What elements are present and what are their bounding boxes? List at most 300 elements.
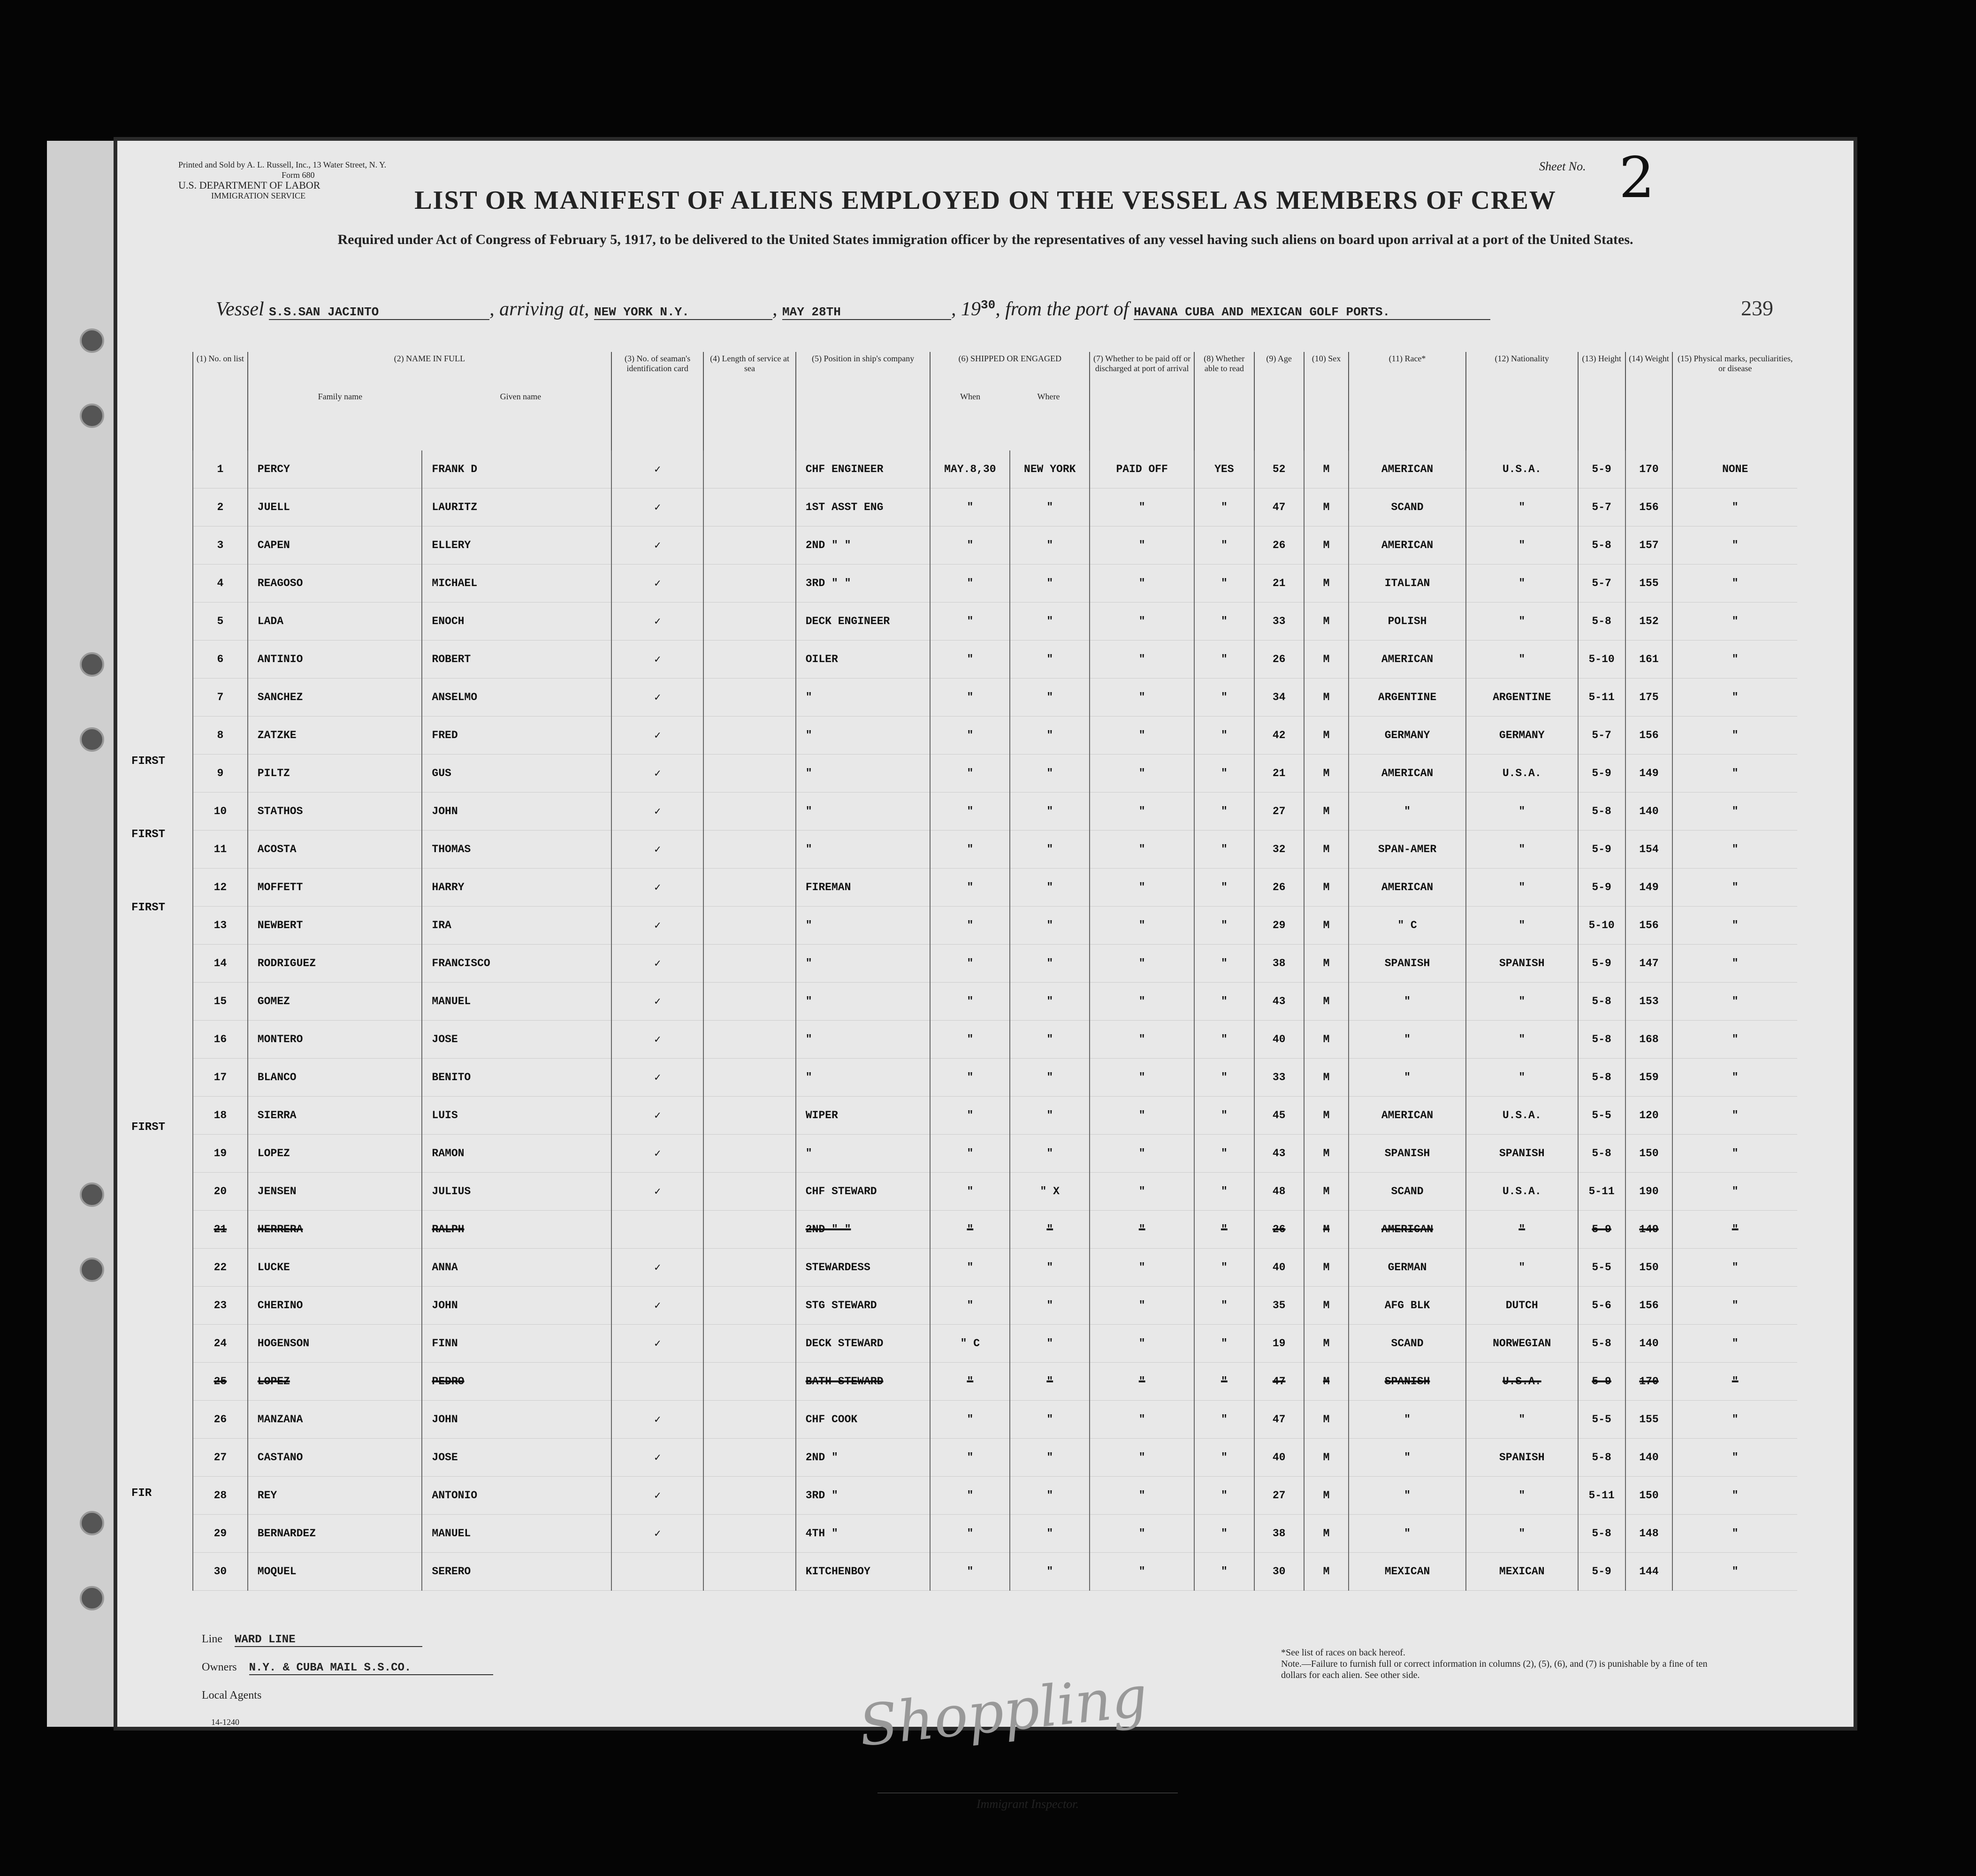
table-row bbox=[193, 1363, 1797, 1401]
cell-race: GERMANY bbox=[1349, 717, 1466, 755]
cell-when: " bbox=[930, 717, 1010, 755]
cell-age: 48 bbox=[1254, 1173, 1304, 1211]
inspector-signature: Shoppling bbox=[856, 1664, 1151, 1759]
cell-sex: M bbox=[1304, 907, 1349, 945]
cell-nationality: U.S.A. bbox=[1466, 450, 1578, 488]
cell-read: YES bbox=[1194, 450, 1254, 488]
cell-no: 16 bbox=[193, 1021, 248, 1059]
table-row bbox=[193, 831, 1797, 869]
cell-height: 5-6 bbox=[1578, 1287, 1625, 1325]
cell-no: 22 bbox=[193, 1249, 248, 1287]
cell-race: SPAN-AMER bbox=[1349, 831, 1466, 869]
cell-card: ✓ bbox=[611, 1249, 703, 1287]
col-weight: (14) Weight bbox=[1625, 352, 1673, 450]
cell-where: " bbox=[1010, 983, 1090, 1021]
cell-card: ✓ bbox=[611, 641, 703, 679]
cell-sex: M bbox=[1304, 1363, 1349, 1401]
cell-service bbox=[703, 450, 795, 488]
cell-weight: 140 bbox=[1625, 1439, 1673, 1477]
col-age: (9) Age bbox=[1254, 352, 1304, 450]
cell-family: HOGENSON bbox=[248, 1325, 422, 1363]
cell-when: " bbox=[930, 1363, 1010, 1401]
cell-given: JOHN bbox=[422, 793, 611, 831]
cell-sex: M bbox=[1304, 793, 1349, 831]
cell-card: ✓ bbox=[611, 1401, 703, 1439]
binder-hole-icon bbox=[80, 1182, 104, 1207]
cell-nationality: " bbox=[1466, 1249, 1578, 1287]
cell-sex: M bbox=[1304, 831, 1349, 869]
cell-given: FRANK D bbox=[422, 450, 611, 488]
cell-race: GERMAN bbox=[1349, 1249, 1466, 1287]
cell-no: 20 bbox=[193, 1173, 248, 1211]
cell-when: MAY.8,30 bbox=[930, 450, 1010, 488]
cell-nationality: MEXICAN bbox=[1466, 1553, 1578, 1591]
cell-nationality: " bbox=[1466, 1401, 1578, 1439]
cell-paid: " bbox=[1090, 1515, 1194, 1553]
cell-paid: " bbox=[1090, 679, 1194, 717]
cell-family: ANTINIO bbox=[248, 641, 422, 679]
cell-height: 5-7 bbox=[1578, 488, 1625, 526]
binder-hole-icon bbox=[80, 652, 104, 677]
table-row bbox=[193, 526, 1797, 564]
cell-height: 5-9 bbox=[1578, 450, 1625, 488]
cell-nationality: " bbox=[1466, 1059, 1578, 1097]
cell-height: 5-8 bbox=[1578, 526, 1625, 564]
cell-sex: M bbox=[1304, 488, 1349, 526]
page-title: LIST OR MANIFEST OF ALIENS EMPLOYED ON THE VESSEL AS MEMBERS OF CREW bbox=[414, 186, 1556, 215]
col-sex: (10) Sex bbox=[1304, 352, 1349, 450]
cell-age: 26 bbox=[1254, 869, 1304, 907]
cell-when: " bbox=[930, 1211, 1010, 1249]
inspector-label: Immigrant Inspector. bbox=[877, 1792, 1178, 1811]
cell-age: 42 bbox=[1254, 717, 1304, 755]
footnote bbox=[1281, 1647, 1732, 1681]
cell-weight: 149 bbox=[1625, 1211, 1673, 1249]
stamp-number: 239 bbox=[1741, 296, 1773, 320]
cell-given: FRED bbox=[422, 717, 611, 755]
cell-height: 5-10 bbox=[1578, 907, 1625, 945]
cell-paid: " bbox=[1090, 869, 1194, 907]
cell-height: 5-8 bbox=[1578, 1135, 1625, 1173]
cell-given: MANUEL bbox=[422, 983, 611, 1021]
cell-paid: " bbox=[1090, 1363, 1194, 1401]
cell-when: " bbox=[930, 641, 1010, 679]
cell-weight: 155 bbox=[1625, 1401, 1673, 1439]
cell-sex: M bbox=[1304, 1439, 1349, 1477]
cell-given: JOSE bbox=[422, 1021, 611, 1059]
cell-family: CAPEN bbox=[248, 526, 422, 564]
cell-given: SERERO bbox=[422, 1553, 611, 1591]
cell-when: " bbox=[930, 831, 1010, 869]
cell-weight: 156 bbox=[1625, 1287, 1673, 1325]
cell-read: " bbox=[1194, 717, 1254, 755]
cell-marks: " bbox=[1672, 679, 1797, 717]
col-when: When bbox=[960, 392, 981, 401]
cell-given: RALPH bbox=[422, 1211, 611, 1249]
cell-given: ANNA bbox=[422, 1249, 611, 1287]
cell-position: " bbox=[796, 679, 931, 717]
cell-nationality: SPANISH bbox=[1466, 945, 1578, 983]
table-row bbox=[193, 1097, 1797, 1135]
cell-where: " bbox=[1010, 1553, 1090, 1591]
col-paid: (7) Whether to be paid off or discharged at port of arrival bbox=[1090, 352, 1194, 450]
cell-age: 26 bbox=[1254, 1211, 1304, 1249]
cell-weight: 168 bbox=[1625, 1021, 1673, 1059]
cell-height: 5-8 bbox=[1578, 793, 1625, 831]
cell-given: MICHAEL bbox=[422, 564, 611, 602]
cell-card: ✓ bbox=[611, 983, 703, 1021]
cell-weight: 152 bbox=[1625, 602, 1673, 641]
cell-service bbox=[703, 1135, 795, 1173]
cell-service bbox=[703, 1477, 795, 1515]
table-row bbox=[193, 1287, 1797, 1325]
cell-given: FRANCISCO bbox=[422, 945, 611, 983]
cell-height: 5-11 bbox=[1578, 679, 1625, 717]
cell-when: " bbox=[930, 1477, 1010, 1515]
cell-sex: M bbox=[1304, 602, 1349, 641]
cell-read: " bbox=[1194, 1287, 1254, 1325]
cell-no: 12 bbox=[193, 869, 248, 907]
cell-age: 40 bbox=[1254, 1249, 1304, 1287]
cell-age: 27 bbox=[1254, 1477, 1304, 1515]
cell-given: BENITO bbox=[422, 1059, 611, 1097]
cell-paid: " bbox=[1090, 1097, 1194, 1135]
cell-service bbox=[703, 679, 795, 717]
cell-position: STEWARDESS bbox=[796, 1249, 931, 1287]
first-mark: FIRST bbox=[131, 901, 166, 914]
cell-nationality: " bbox=[1466, 1211, 1578, 1249]
cell-sex: M bbox=[1304, 869, 1349, 907]
cell-sex: M bbox=[1304, 564, 1349, 602]
cell-age: 26 bbox=[1254, 526, 1304, 564]
cell-no: 14 bbox=[193, 945, 248, 983]
cell-position: 2ND " " bbox=[796, 526, 931, 564]
cell-card: ✓ bbox=[611, 564, 703, 602]
cell-position: WIPER bbox=[796, 1097, 931, 1135]
cell-read: " bbox=[1194, 488, 1254, 526]
vessel-line: Vessel S.S.SAN JACINTO , arriving at, NEW YORK N.Y. , MAY 28TH , 1930, from the port of HAVANA CUBA AND MEXICAN GOLF PORTS. bbox=[216, 298, 1802, 320]
cell-card: ✓ bbox=[611, 717, 703, 755]
cell-age: 40 bbox=[1254, 1439, 1304, 1477]
cell-nationality: NORWEGIAN bbox=[1466, 1325, 1578, 1363]
cell-family: CASTANO bbox=[248, 1439, 422, 1477]
cell-race: " bbox=[1349, 983, 1466, 1021]
cell-position: CHF COOK bbox=[796, 1401, 931, 1439]
cell-no: 19 bbox=[193, 1135, 248, 1173]
cell-service bbox=[703, 1325, 795, 1363]
cell-family: REY bbox=[248, 1477, 422, 1515]
cell-paid: " bbox=[1090, 1135, 1194, 1173]
cell-where: " bbox=[1010, 831, 1090, 869]
cell-age: 43 bbox=[1254, 1135, 1304, 1173]
cell-nationality: " bbox=[1466, 869, 1578, 907]
cell-height: 5-9 bbox=[1578, 945, 1625, 983]
cell-card: ✓ bbox=[611, 755, 703, 793]
table-header bbox=[193, 352, 1797, 450]
cell-card: ✓ bbox=[611, 1135, 703, 1173]
cell-service bbox=[703, 1249, 795, 1287]
cell-age: 38 bbox=[1254, 1515, 1304, 1553]
line-value: WARD LINE bbox=[235, 1633, 422, 1647]
cell-given: IRA bbox=[422, 907, 611, 945]
cell-service bbox=[703, 1173, 795, 1211]
col-name-title: (2) NAME IN FULL bbox=[394, 354, 465, 363]
cell-race: " bbox=[1349, 1059, 1466, 1097]
cell-read: " bbox=[1194, 869, 1254, 907]
cell-height: 5-7 bbox=[1578, 717, 1625, 755]
cell-age: 35 bbox=[1254, 1287, 1304, 1325]
cell-height: 5-8 bbox=[1578, 1021, 1625, 1059]
cell-position: 1ST ASST ENG bbox=[796, 488, 931, 526]
cell-family: GOMEZ bbox=[248, 983, 422, 1021]
cell-marks: " bbox=[1672, 717, 1797, 755]
cell-height: 5-10 bbox=[1578, 641, 1625, 679]
cell-no: 5 bbox=[193, 602, 248, 641]
from-port-label: , from the port of bbox=[995, 298, 1129, 320]
cell-family: ZATZKE bbox=[248, 717, 422, 755]
cell-height: 5-8 bbox=[1578, 1515, 1625, 1553]
cell-where: " bbox=[1010, 488, 1090, 526]
footer-agents bbox=[202, 1689, 261, 1702]
cell-marks: " bbox=[1672, 602, 1797, 641]
cell-given: LUIS bbox=[422, 1097, 611, 1135]
table-row bbox=[193, 564, 1797, 602]
cell-marks: " bbox=[1672, 1515, 1797, 1553]
cell-read: " bbox=[1194, 641, 1254, 679]
cell-weight: 150 bbox=[1625, 1249, 1673, 1287]
cell-marks: " bbox=[1672, 907, 1797, 945]
cell-weight: 170 bbox=[1625, 1363, 1673, 1401]
cell-height: 5-11 bbox=[1578, 1173, 1625, 1211]
cell-card bbox=[611, 1363, 703, 1401]
cell-position: DECK ENGINEER bbox=[796, 602, 931, 641]
printer-line: Printed and Sold by A. L. Russell, Inc., 13 Water Street, N. Y. bbox=[178, 160, 387, 169]
cell-when: " bbox=[930, 1401, 1010, 1439]
page-subtitle: Required under Act of Congress of February 5, 1917, to be delivered to the United States immigration officer by the representatives of any vessel having such aliens on board upon arrival at a port of the United States. bbox=[337, 232, 1633, 247]
cell-marks: " bbox=[1672, 1401, 1797, 1439]
cell-age: 40 bbox=[1254, 1021, 1304, 1059]
cell-paid: " bbox=[1090, 1325, 1194, 1363]
cell-sex: M bbox=[1304, 1021, 1349, 1059]
cell-weight: 149 bbox=[1625, 755, 1673, 793]
cell-when: " bbox=[930, 755, 1010, 793]
cell-where: " bbox=[1010, 907, 1090, 945]
cell-race: AMERICAN bbox=[1349, 641, 1466, 679]
cell-sex: M bbox=[1304, 679, 1349, 717]
cell-sex: M bbox=[1304, 1325, 1349, 1363]
table-row bbox=[193, 679, 1797, 717]
cell-paid: " bbox=[1090, 1287, 1194, 1325]
cell-position: 3RD " bbox=[796, 1477, 931, 1515]
cell-paid: " bbox=[1090, 1211, 1194, 1249]
cell-age: 33 bbox=[1254, 602, 1304, 641]
cell-when: " bbox=[930, 907, 1010, 945]
cell-age: 43 bbox=[1254, 983, 1304, 1021]
cell-given: RAMON bbox=[422, 1135, 611, 1173]
cell-marks: " bbox=[1672, 983, 1797, 1021]
cell-height: 5-11 bbox=[1578, 1477, 1625, 1515]
cell-height: 5-7 bbox=[1578, 564, 1625, 602]
cell-marks: " bbox=[1672, 1553, 1797, 1591]
cell-where: NEW YORK bbox=[1010, 450, 1090, 488]
cell-family: JENSEN bbox=[248, 1173, 422, 1211]
cell-service bbox=[703, 1363, 795, 1401]
cell-read: " bbox=[1194, 1021, 1254, 1059]
cell-service bbox=[703, 983, 795, 1021]
cell-where: " bbox=[1010, 641, 1090, 679]
cell-race: AMERICAN bbox=[1349, 869, 1466, 907]
cell-given: THOMAS bbox=[422, 831, 611, 869]
col-card: (3) No. of seaman's identification card bbox=[611, 352, 703, 450]
cell-nationality: SPANISH bbox=[1466, 1439, 1578, 1477]
binding-strip bbox=[47, 141, 117, 1727]
cell-when: " bbox=[930, 1439, 1010, 1477]
cell-weight: 140 bbox=[1625, 793, 1673, 831]
cell-race: SPANISH bbox=[1349, 945, 1466, 983]
cell-position: " bbox=[796, 983, 931, 1021]
cell-no: 2 bbox=[193, 488, 248, 526]
cell-read: " bbox=[1194, 1211, 1254, 1249]
table-row bbox=[193, 1135, 1797, 1173]
col-read: (8) Whether able to read bbox=[1194, 352, 1254, 450]
cell-read: " bbox=[1194, 602, 1254, 641]
cell-given: LAURITZ bbox=[422, 488, 611, 526]
cell-read: " bbox=[1194, 755, 1254, 793]
cell-service bbox=[703, 526, 795, 564]
departure-port: HAVANA CUBA AND MEXICAN GOLF PORTS. bbox=[1134, 305, 1490, 320]
cell-marks: " bbox=[1672, 564, 1797, 602]
cell-paid: " bbox=[1090, 793, 1194, 831]
binder-hole-icon bbox=[80, 1258, 104, 1282]
cell-position: STG STEWARD bbox=[796, 1287, 931, 1325]
cell-nationality: " bbox=[1466, 1021, 1578, 1059]
cell-height: 5-8 bbox=[1578, 1059, 1625, 1097]
cell-no: 13 bbox=[193, 907, 248, 945]
cell-family: PERCY bbox=[248, 450, 422, 488]
cell-weight: 153 bbox=[1625, 983, 1673, 1021]
cell-height: 5-9 bbox=[1578, 869, 1625, 907]
cell-given: ANSELMO bbox=[422, 679, 611, 717]
cell-weight: 157 bbox=[1625, 526, 1673, 564]
cell-when: " bbox=[930, 526, 1010, 564]
cell-paid: " bbox=[1090, 488, 1194, 526]
cell-paid: " bbox=[1090, 1059, 1194, 1097]
cell-no: 15 bbox=[193, 983, 248, 1021]
cell-race: SCAND bbox=[1349, 1173, 1466, 1211]
owners-value: N.Y. & CUBA MAIL S.S.CO. bbox=[249, 1662, 493, 1675]
cell-weight: 147 bbox=[1625, 945, 1673, 983]
table-row bbox=[193, 755, 1797, 793]
form-number: Form 680 bbox=[282, 170, 315, 180]
cell-read: " bbox=[1194, 1059, 1254, 1097]
cell-age: 26 bbox=[1254, 641, 1304, 679]
cell-age: 52 bbox=[1254, 450, 1304, 488]
cell-given: ELLERY bbox=[422, 526, 611, 564]
cell-weight: 120 bbox=[1625, 1097, 1673, 1135]
cell-paid: " bbox=[1090, 641, 1194, 679]
table-row bbox=[193, 1401, 1797, 1439]
cell-marks: " bbox=[1672, 831, 1797, 869]
cell-sex: M bbox=[1304, 1515, 1349, 1553]
cell-no: 10 bbox=[193, 793, 248, 831]
cell-race: MEXICAN bbox=[1349, 1553, 1466, 1591]
cell-age: 47 bbox=[1254, 1401, 1304, 1439]
cell-age: 33 bbox=[1254, 1059, 1304, 1097]
cell-marks: " bbox=[1672, 1173, 1797, 1211]
cell-position: " bbox=[796, 1021, 931, 1059]
table-row bbox=[193, 1021, 1797, 1059]
cell-family: REAGOSO bbox=[248, 564, 422, 602]
first-mark: FIRST bbox=[131, 755, 166, 768]
cell-read: " bbox=[1194, 1515, 1254, 1553]
first-mark: FIRST bbox=[131, 828, 166, 841]
cell-family: NEWBERT bbox=[248, 907, 422, 945]
table-row bbox=[193, 1211, 1797, 1249]
owners-label: Owners bbox=[202, 1661, 237, 1673]
cell-position: KITCHENBOY bbox=[796, 1553, 931, 1591]
cell-when: " bbox=[930, 679, 1010, 717]
cell-card: ✓ bbox=[611, 450, 703, 488]
cell-sex: M bbox=[1304, 526, 1349, 564]
cell-marks: " bbox=[1672, 1059, 1797, 1097]
cell-service bbox=[703, 488, 795, 526]
cell-sex: M bbox=[1304, 1401, 1349, 1439]
cell-weight: 148 bbox=[1625, 1515, 1673, 1553]
cell-read: " bbox=[1194, 1363, 1254, 1401]
cell-family: MOQUEL bbox=[248, 1553, 422, 1591]
cell-nationality: U.S.A. bbox=[1466, 1363, 1578, 1401]
cell-service bbox=[703, 793, 795, 831]
cell-when: " bbox=[930, 1097, 1010, 1135]
col-name bbox=[248, 352, 611, 450]
cell-where: " bbox=[1010, 1211, 1090, 1249]
cell-sex: M bbox=[1304, 1173, 1349, 1211]
cell-card: ✓ bbox=[611, 1173, 703, 1211]
cell-weight: 156 bbox=[1625, 488, 1673, 526]
cell-when: " bbox=[930, 1287, 1010, 1325]
cell-age: 21 bbox=[1254, 564, 1304, 602]
cell-read: " bbox=[1194, 1401, 1254, 1439]
cell-when: " bbox=[930, 1249, 1010, 1287]
cell-sex: M bbox=[1304, 717, 1349, 755]
cell-weight: 149 bbox=[1625, 869, 1673, 907]
cell-race: AMERICAN bbox=[1349, 526, 1466, 564]
cell-when: " bbox=[930, 564, 1010, 602]
cell-service bbox=[703, 641, 795, 679]
cell-nationality: " bbox=[1466, 602, 1578, 641]
cell-nationality: " bbox=[1466, 488, 1578, 526]
table-row bbox=[193, 1553, 1797, 1591]
cell-where: " bbox=[1010, 526, 1090, 564]
cell-height: 5-9 bbox=[1578, 1553, 1625, 1591]
table-row bbox=[193, 907, 1797, 945]
cell-service bbox=[703, 1287, 795, 1325]
footer-owners bbox=[202, 1661, 493, 1675]
cell-position: DECK STEWARD bbox=[796, 1325, 931, 1363]
cell-given: JOHN bbox=[422, 1287, 611, 1325]
cell-family: SANCHEZ bbox=[248, 679, 422, 717]
cell-sex: M bbox=[1304, 1211, 1349, 1249]
cell-family: BERNARDEZ bbox=[248, 1515, 422, 1553]
cell-height: 5-8 bbox=[1578, 983, 1625, 1021]
cell-position: 3RD " " bbox=[796, 564, 931, 602]
cell-no: 11 bbox=[193, 831, 248, 869]
cell-position: " bbox=[796, 1135, 931, 1173]
cell-no: 26 bbox=[193, 1401, 248, 1439]
cell-marks: " bbox=[1672, 945, 1797, 983]
cell-sex: M bbox=[1304, 1477, 1349, 1515]
cell-age: 30 bbox=[1254, 1553, 1304, 1591]
